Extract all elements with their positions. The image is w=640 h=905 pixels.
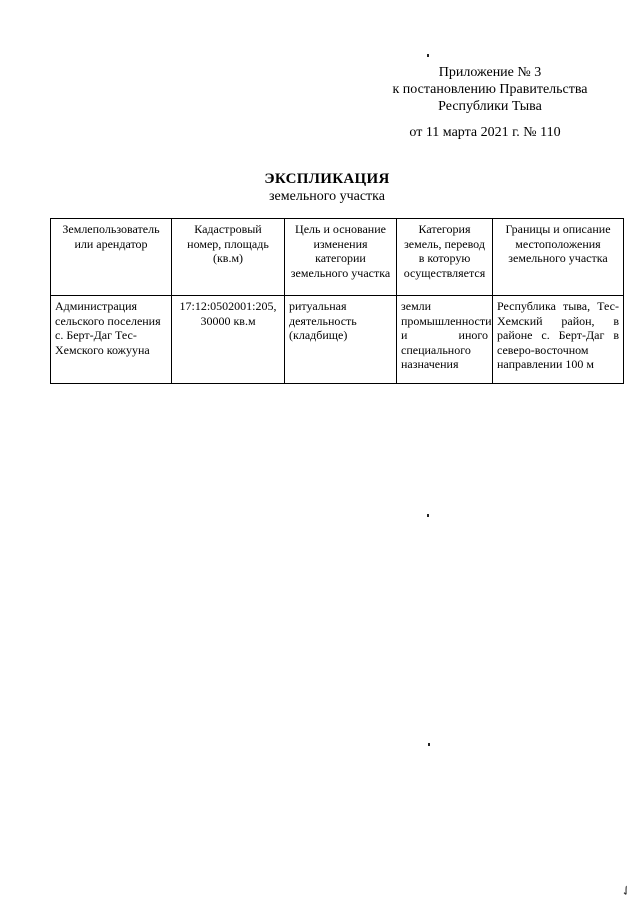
document-title-block [0,170,640,205]
explication-table [50,218,624,384]
appendix-decree-ref: к постановлению Правительства [392,82,588,97]
document-subtitle: земельного участка [269,189,385,204]
scan-speck [427,54,429,57]
scan-speck [428,743,430,746]
header-land-user: Землепользователь или арендатор [51,219,172,296]
cell-cadastral-number: 17:12:0502001:205, 30000 кв.м [172,296,285,384]
cell-location: Республика тыва, Тес-Хемский район, в районе с. Берт-Даг в северо-восточном направлении 100 м [493,296,624,384]
header-location: Границы и описание местоположения земельного участка [493,219,624,296]
appendix-number: Приложение № 3 [438,65,542,80]
appendix-header [380,64,600,115]
header-purpose: Цель и основание изменения категории земельного участка [285,219,397,296]
table-header-row [51,219,624,296]
appendix-republic: Республики Тыва [438,99,542,114]
header-land-category: Категория земель, перевод в которую осуществляется [397,219,493,296]
document-title: ЭКСПЛИКАЦИЯ [264,171,390,187]
cell-land-user: Администрация сельского поселения с. Берт-Даг Тес-Хемского кожууна [51,296,172,384]
cell-land-category: земли промышленности и иного специального назначения [397,296,493,384]
scan-mark-icon: ✓ [617,881,636,900]
table-row [51,296,624,384]
cell-purpose: ритуальная деятельность (кладбище) [285,296,397,384]
scan-speck [427,514,429,517]
appendix-date: от 11 марта 2021 г. № 110 [409,125,561,140]
header-cadastral-number: Кадастровый номер, площадь (кв.м) [172,219,285,296]
